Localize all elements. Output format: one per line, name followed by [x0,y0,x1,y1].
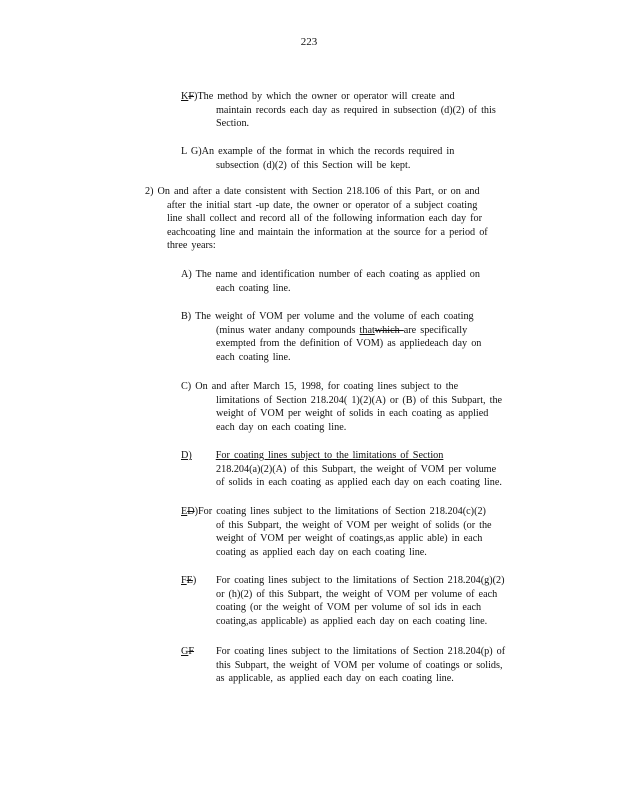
item-f-line: coating,as applicable) as applied each day on each coating line. [216,615,488,627]
item-c-line: each day on each coating line. [216,421,347,433]
item-g-first-line: GF For coating lines subject to the limitations of Section 218.204(p) of [181,646,506,657]
item-2-first-line: 2) On and after a date consistent with Section 218.106 of this Part, or on and [145,186,480,197]
item-c-line: weight of VOM per weight of solids in each coating as applied [216,408,489,420]
item-l [181,145,541,172]
item-b-line: exempted from the definition of VOM) as appliedeach day on [216,338,482,350]
item-e-line: weight of VOM per weight of coatings,as applic able) in each [216,533,483,545]
item-l-first-line: L G)An example of the format in which the records required in [181,146,455,157]
item-e [181,505,541,559]
item-g-line: this Subpart, the weight of VOM per volume of coatings or solids, [216,659,503,671]
item-b-label: B) [181,311,192,322]
item-k-first-line: KF)The method by which the owner or operator will create and [181,91,455,102]
item-d-label: D) [181,450,192,461]
item-c-label: C) [181,381,192,392]
item-g-line: as applicable, as applied each day on each coating line. [216,673,454,685]
item-2-line: after the initial start -up date, the owner or operator of a subject coating [167,199,478,211]
item-f-first-line: FE) For coating lines subject to the limitations of Section 218.204(g)(2) [181,575,505,586]
item-2-label: 2) [145,186,154,197]
item-d-first-line: D) For coating lines subject to the limitations of Section [181,450,444,461]
item-l-label: L G) [181,146,202,157]
item-k-line: Section. [216,118,250,130]
item-c-first-line: C) On and after March 15, 1998, for coating lines subject to the [181,381,459,392]
item-d-line: 218.204(a)(2)(A) of this Subpart, the weight of VOM per volume [216,463,497,475]
item-g [181,645,551,686]
item-a-first-line: A) The name and identification number of each coating as applied on [181,269,480,280]
item-f-line: or (h)(2) of this Subpart, the weight of VOM per volume of each [216,588,498,600]
item-b-line: (minus water andany compounds thatwhich are specifically [216,324,468,336]
item-2-line: line shall collect and record all of the following information each day for [167,213,483,225]
item-e-line: of this Subpart, the weight of VOM per weight of solids (or the [216,519,492,531]
item-f-line: coating (or the weight of VOM per volume of sol ids in each [216,602,482,614]
item-e-label: ED) [181,506,198,517]
item-l-line: subsection (d)(2) of this Section will be kept. [216,159,411,171]
item-2-line: three years: [167,240,216,252]
page-number: 223 [300,36,318,48]
item-d-line: of solids in each coating as applied each day on each coating line. [216,477,502,489]
item-2 [145,185,545,253]
item-b-line: each coating line. [216,351,291,363]
item-k [181,90,541,131]
item-k-label: KF) [181,91,198,102]
item-f [181,574,541,628]
item-a [181,268,541,295]
item-c-line: limitations of Section 218.204( 1)(2)(A) or (B) of this Subpart, the [216,394,503,406]
item-f-label: FE) [181,575,197,586]
item-e-first-line: ED)For coating lines subject to the limitations of Section 218.204(c)(2) [181,506,486,517]
item-2-line: eachcoating line and maintain the information at the source for a period of [167,226,488,238]
item-e-line: coating as applied each day on each coating line. [216,546,427,558]
item-d [181,449,541,490]
item-b [181,310,541,364]
item-a-line: each coating line. [216,282,291,294]
item-b-first-line: B) The weight of VOM per volume and the volume of each coating [181,311,474,322]
item-a-label: A) [181,269,192,280]
item-g-label: GF [181,646,195,657]
item-k-line: maintain records each day as required in subsection (d)(2) of this [216,104,496,116]
item-c [181,380,541,434]
